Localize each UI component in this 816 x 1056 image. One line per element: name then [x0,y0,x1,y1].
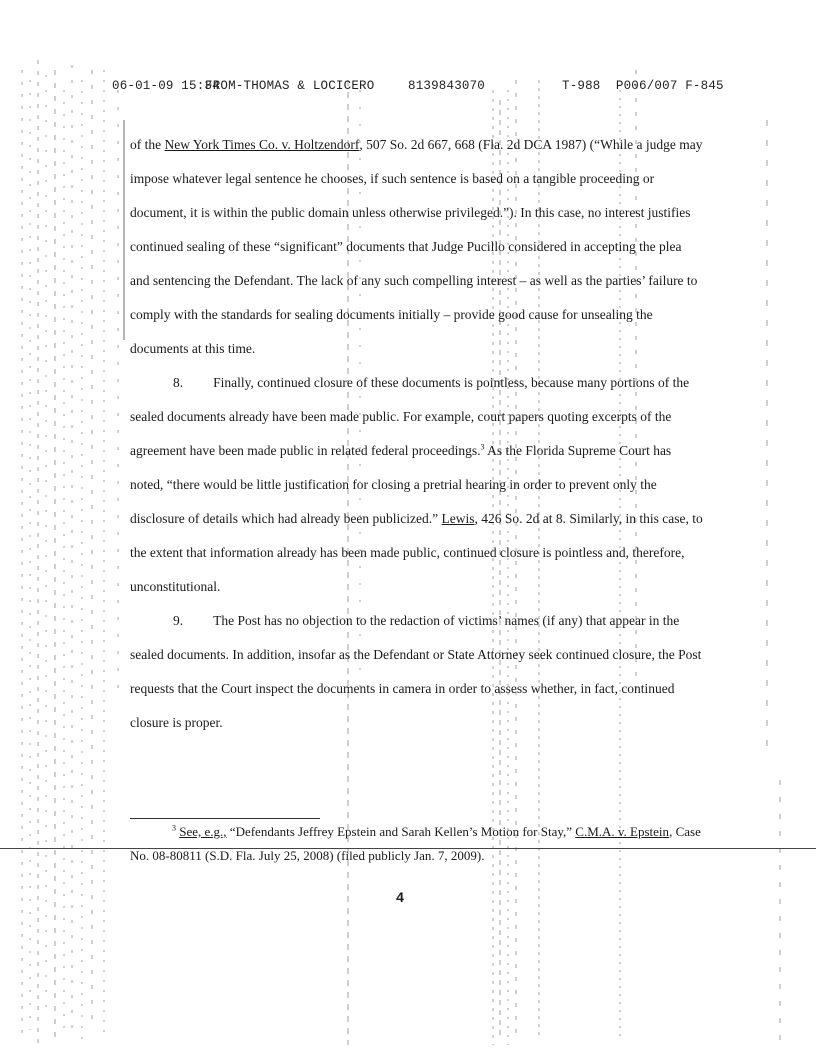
scan-strike-line [0,848,816,849]
footnote-marker: 3 [172,823,176,833]
footnote-reference: 3 [480,442,485,452]
footnote-signal: See, e.g., [179,824,227,839]
fax-number: 8139843070 [408,79,486,93]
document-body [130,128,704,740]
paragraph-number: 8. [173,375,184,390]
paragraph-continuation [130,128,704,366]
fax-page-info: T-988 P006/007 F-845 [562,79,724,93]
case-citation: Lewis [441,511,475,526]
fax-sender: FROM-THOMAS & LOCICERO [205,79,375,93]
case-citation: New York Times Co. v. Holtzendorf [164,137,360,152]
paragraph-number: 9. [173,613,184,628]
paragraph-text: Finally, continued closure of these documents is pointless, because many portions of the sealed documents already have been made public. For example, court papers quoting excerpts of the agreement have been made public in related federal proceedings. [130,375,690,458]
footnote-text: “Defendants Jeffrey Epstein and Sarah Kellen’s Motion for Stay,” [226,824,576,839]
paragraph-text: , 507 So. 2d 667, 668 (Fla. 2d DCA 1987) (“While a judge may impose whatever legal sentence he chooses, if such sentence is based on a tangible proceeding or document, it is within the public domain unless otherwise privileged.”). In this case, no interest justifies continued sealing of these “significant” documents that Judge Pucillo considered in accepting the plea and sentencing the Defendant. The lack of any such compelling interest – as well as the parties’ failure to comply with the standards for sealing documents initially – provide good cause for unsealing the documents at this time. [130,137,703,356]
footnote-text: , Case No. 08-80811 (S.D. Fla. July 25, 2008) (filed publicly Jan. 7, 2009). [130,824,701,863]
paragraph-text: As the Florida Supreme Court has noted, “there would be little justification for closing a pretrial hearing in order to prevent only the disclosure of details which had already been publicized.” [130,443,672,526]
paragraph-text: The Post has no objection to the redaction of victims’ names (if any) that appear in the sealed documents. In addition, insofar as the Defendant or State Attorney seek continued closure, the Post requests that the Court inspect the documents in camera in order to assess whether, in fact, continued closure is proper. [130,613,702,730]
footnote [130,820,710,868]
fax-datetime: 06-01-09 15:34 [112,79,220,93]
paragraph-9 [130,604,704,740]
paragraph-8 [130,366,704,604]
paragraph-text: , 426 So. 2d at 8. Similarly, in this case, to the extent that information already has been made public, continued closure is pointless and, therefore, unconstitutional. [130,511,703,594]
footnote-separator [130,818,320,819]
case-citation: C.M.A. v. Epstein [575,824,670,839]
paragraph-prefix: of the [130,137,165,152]
page-number: 4 [396,889,404,905]
